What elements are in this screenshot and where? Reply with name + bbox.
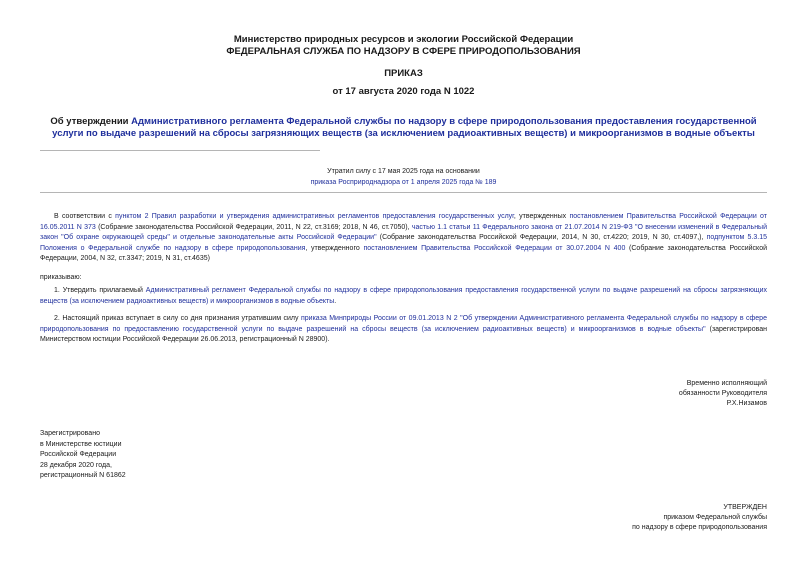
registration-number: регистрационный N 61862 bbox=[40, 472, 126, 479]
item1-text: 1. Утвердить прилагаемый bbox=[54, 287, 146, 294]
registration-line: в Министерстве юстиции bbox=[40, 440, 122, 448]
signature-block bbox=[679, 379, 767, 409]
preamble-text: (Собрание законодательства Российской Федерации, 2014, N 30, ст.4220; 2019, N 30, ст.4097,), bbox=[376, 234, 707, 242]
item2-order-link[interactable]: приказа Минприроды России от 09.01.2013 N 2 "Об утверждении Административного регламента Федеральной службы по надзору в сфере природопользования по предоставлению государственной услуги по выдаче разрешений на сбросы веществ (за исключением радиоактивных веществ) и микроорганизмов в водные объекты" bbox=[40, 315, 767, 333]
registration-date: 28 декабря 2020 года, bbox=[40, 461, 112, 469]
signature-position-1: Временно исполняющий bbox=[686, 380, 767, 387]
preamble-text: , утвержденного bbox=[305, 244, 364, 252]
item2-text: 2. Настоящий приказ вступает в силу со дня признания утратившим силу bbox=[54, 315, 301, 322]
doc-title bbox=[40, 116, 767, 140]
preamble-text: (Собрание законодательства Российской Федерации, 2004, N 32, ст.3347; 2019, N 31, ст.4635) bbox=[40, 244, 768, 263]
preamble-link-regulation[interactable]: подпунктом 5.3.15 Положения о Федеральной службе по надзору в сфере природопользования bbox=[40, 234, 767, 252]
doc-type: ПРИКАЗ bbox=[384, 68, 423, 79]
note-divider bbox=[40, 192, 767, 193]
registration-block bbox=[40, 429, 126, 482]
item1-text: . bbox=[334, 297, 337, 305]
item2-text: (зарегистрирован Министерством юстиции Российской Федерации 26.06.2013, регистрационный N 28900). bbox=[40, 325, 767, 344]
preamble-link-rules[interactable]: пунктом 2 Правил разработки и утверждения административных регламентов предоставления государственных услуг bbox=[115, 213, 514, 220]
status-note-link[interactable]: приказа Росприроднадзора от 1 апреля 2025 года № 189 bbox=[310, 179, 497, 186]
orders-label: приказываю: bbox=[40, 274, 82, 281]
registration-line: Российской Федерации bbox=[40, 451, 117, 458]
title-prefix: Об утверждении bbox=[50, 116, 132, 127]
approved-line: приказом Федеральной службы bbox=[663, 514, 767, 521]
service-name: ФЕДЕРАЛЬНАЯ СЛУЖБА ПО НАДЗОРУ В СФЕРЕ ПРИРОДОПОЛЬЗОВАНИЯ bbox=[226, 46, 581, 57]
title-divider bbox=[40, 150, 320, 151]
preamble-link-law-219[interactable]: частью 1.1 статьи 11 Федерального закона от 21.07.2014 N 219-ФЗ "О внесении изменений в Федеральный закон "Об охране окружающей среды" и отдельные законодательные акты Российской Федерации" bbox=[40, 223, 768, 242]
approved-line: по надзору в сфере природопользования bbox=[632, 524, 767, 531]
preamble-link-resolution-373[interactable]: постановлением Правительства Российской Федерации от 16.05.2011 N 373 bbox=[40, 213, 767, 231]
registration-line: Зарегистрировано bbox=[40, 430, 100, 437]
preamble-text: , утвержденных bbox=[513, 213, 570, 220]
status-note-line1: Утратил силу с 17 мая 2025 года на основании bbox=[327, 168, 480, 175]
signature-name: Р.Х.Низамов bbox=[726, 400, 767, 407]
title-link[interactable]: Административного регламента Федеральной службы по надзору в сфере природопользования предоставления государственной услуги по выдаче разрешений на сбросы загрязняющих веществ (за исключением радиоактивных веществ) и микроорганизмов в водные объекты bbox=[52, 116, 757, 139]
approved-label: УТВЕРЖДЕН bbox=[723, 504, 767, 511]
preamble-text: (Собрание законодательства Российской Федерации, 2011, N 22, ст.3169; 2018, N 46, ст.7050), bbox=[95, 223, 412, 231]
order-item-1 bbox=[40, 286, 767, 307]
doc-date: от 17 августа 2020 года N 1022 bbox=[332, 86, 475, 97]
signature-position-2: обязанности Руководителя bbox=[678, 390, 767, 397]
preamble-paragraph bbox=[40, 212, 767, 265]
preamble-link-resolution-400[interactable]: постановлением Правительства Российской Федерации от 30.07.2004 N 400 bbox=[363, 244, 626, 252]
item1-regulation-link[interactable]: Административный регламент Федеральной службы по надзору в сфере природопользования предоставления государственной услуги по выдаче разрешений на сбросы загрязняющих веществ (за исключением радиоактивных веществ) и микроорганизмов в водные объекты bbox=[40, 287, 767, 305]
ministry-name: Министерство природных ресурсов и экологии Российской Федерации bbox=[233, 34, 574, 45]
approved-block bbox=[632, 503, 767, 533]
preamble-text: В соответствии с bbox=[54, 213, 116, 220]
order-item-2 bbox=[40, 314, 767, 346]
